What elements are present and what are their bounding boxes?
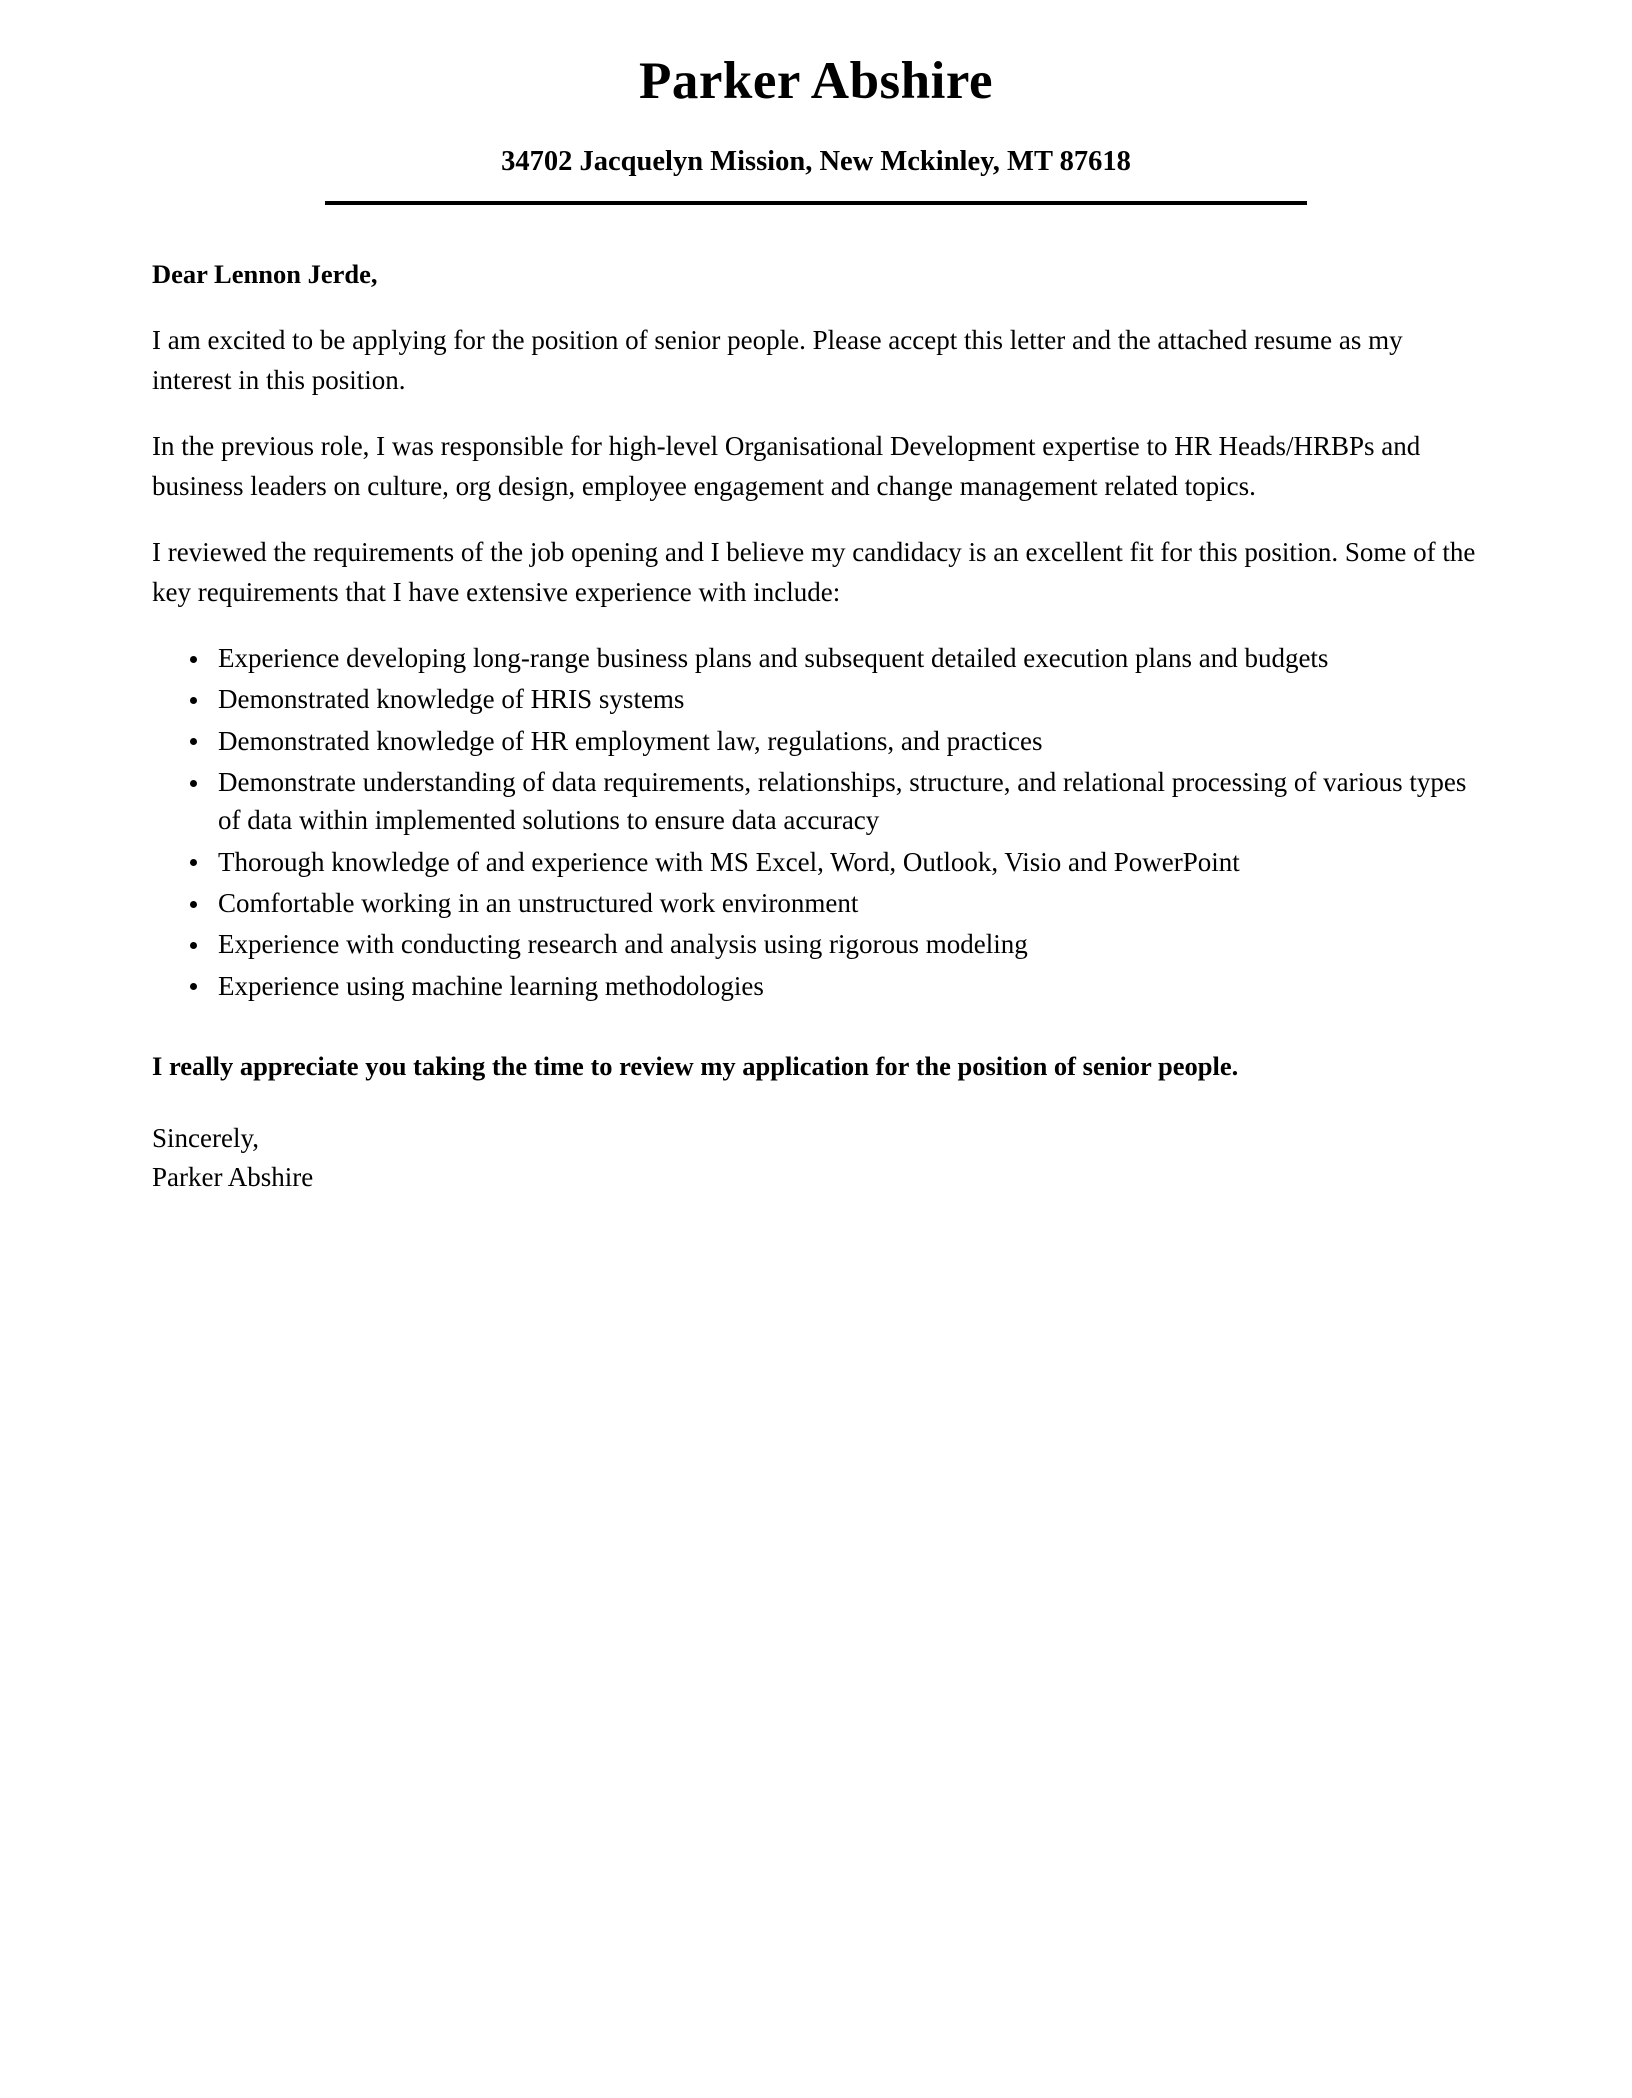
closing-statement: I really appreciate you taking the time to review my application for the position of senior people. [152, 1050, 1239, 1081]
signature-block [152, 1119, 1477, 1197]
bullet-icon [190, 738, 197, 745]
list-item-label: Experience with conducting research and analysis using rigorous modeling [218, 929, 1028, 960]
salutation: Dear Lennon Jerde, [152, 259, 378, 290]
page-title: Parker Abshire [639, 52, 993, 110]
body-paragraph-1: I am excited to be applying for the position of senior people. Please accept this letter and the attached resume as my interest in this position. [152, 325, 1403, 396]
list-item [182, 884, 1477, 925]
list-item-label: Demonstrated knowledge of HRIS systems [218, 684, 685, 715]
list-item-label: Comfortable working in an unstructured work environment [218, 887, 859, 918]
bullet-icon [190, 780, 197, 787]
bullet-icon [190, 859, 197, 866]
list-item [182, 680, 1477, 721]
body-paragraph-2: In the previous role, I was responsible for high-level Organisational Development expertise to HR Heads/HRBPs and business leaders on culture, org design, employee engagement and change management related topics. [152, 431, 1421, 502]
list-item [182, 843, 1477, 884]
list-item-label: Demonstrate understanding of data requirements, relationships, structure, and relational processing of various types of data within implemented solutions to ensure data accuracy [218, 766, 1467, 836]
bullet-icon [190, 901, 197, 908]
list-item [182, 763, 1477, 843]
bullet-icon [190, 697, 197, 704]
list-item-label: Experience using machine learning methodologies [218, 970, 764, 1001]
signoff-label: Sincerely, [152, 1123, 259, 1154]
list-item-label: Demonstrated knowledge of HR employment law, regulations, and practices [218, 725, 1043, 756]
bullet-icon [190, 942, 197, 949]
applicant-address: 34702 Jacquelyn Mission, New Mckinley, MT 87618 [501, 146, 1131, 178]
letter-body [0, 205, 1632, 1197]
bullet-icon [190, 983, 197, 990]
list-item [182, 639, 1477, 680]
list-item-label: Experience developing long-range business plans and subsequent detailed execution plans and budgets [218, 642, 1329, 673]
letterhead [0, 0, 1632, 205]
list-item [182, 722, 1477, 763]
list-item [182, 967, 1477, 1008]
requirements-list [152, 639, 1477, 1008]
signature-name: Parker Abshire [152, 1162, 314, 1193]
body-paragraph-3: I reviewed the requirements of the job opening and I believe my candidacy is an excellent fit for this position. Some of the key requirements that I have extensive experience with include: [152, 537, 1476, 608]
list-item [182, 925, 1477, 966]
bullet-icon [190, 656, 197, 663]
list-item-label: Thorough knowledge of and experience with MS Excel, Word, Outlook, Visio and PowerPoint [218, 846, 1240, 877]
